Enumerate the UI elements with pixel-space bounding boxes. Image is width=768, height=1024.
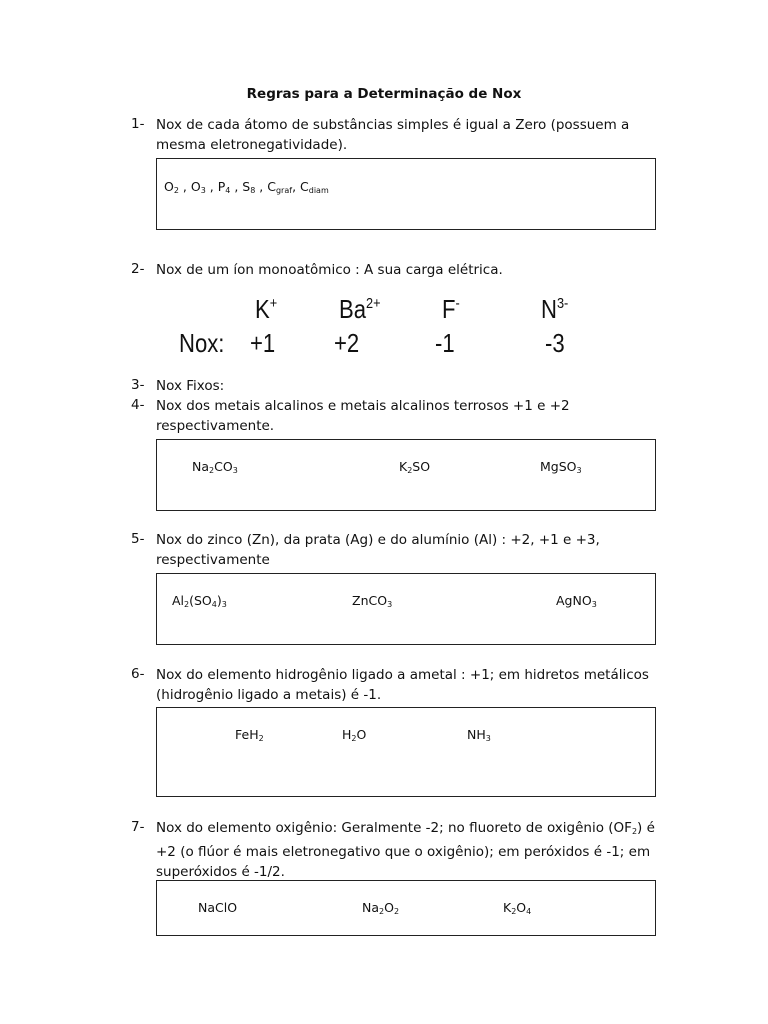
rule-7-example-box (156, 880, 656, 936)
rule-4-number: 4- (131, 397, 145, 413)
rule-5-example-box (156, 573, 656, 645)
rule-6-number: 6- (131, 666, 145, 682)
formula-agno3: AgNO$_3$ (556, 593, 597, 609)
rule-1-text: Nox de cada átomo de substâncias simples é igual a Zero (possuem a mesma eletronegatividade). (156, 117, 630, 153)
rule-5-text: Nox do zinco (Zn), da prata (Ag) e do alumínio (Al) : +2, +1 e +3, respectivamente (156, 532, 600, 568)
formula-h2o: $H_2O$ (342, 727, 367, 743)
formula-nh3: $NH_3$ (467, 727, 491, 743)
nox-label: Nox: (179, 328, 225, 358)
nox-ba: +2 (334, 328, 360, 358)
rule-4-text: Nox dos metais alcalinos e metais alcalinos terrosos +1 e +2 respectivamente. (156, 398, 570, 434)
formula-na2co3: $Na_2CO_3$ (192, 459, 238, 475)
ion-n: $N^{3-}$ (541, 294, 569, 324)
formula-k2so: $K_2SO$ (399, 459, 431, 475)
formula-feh2: FeH$_2$ (235, 727, 264, 743)
formula-naclo: NaClO (198, 900, 238, 915)
rule-7-text: Nox do elemento oxigênio: Geralmente -2; no fluoreto de oxigênio $(OF_2)$ é +2 (o flúor é mais eletronegativo que o oxigênio); em peróxidos é -1; em superóxidos é -1/2. (156, 820, 655, 880)
ion-nox-table (0, 290, 768, 360)
formula-mgso3: MgSO$_3$ (540, 459, 582, 475)
rule-6-text: Nox do elemento hidrogênio ligado a ametal : +1; em hidretos metálicos (hidrogênio ligado a metais) é -1. (156, 667, 649, 703)
rule-5-number: 5- (131, 531, 145, 547)
rule-2-text: Nox de um íon monoatômico : A sua carga elétrica. (156, 262, 503, 278)
page-title: Regras para a Determinação de Nox (246, 86, 522, 102)
formula-k2o4: $K_2O_4$ (503, 900, 532, 916)
rule-3-text: Nox Fixos: (156, 378, 225, 394)
nox-f: -1 (435, 328, 455, 358)
formula-al2so43: $Al_2(SO_4)_3$ (172, 593, 227, 609)
rule-3-number: 3- (131, 377, 145, 393)
formula-na2o2: $Na_2O_2$ (362, 900, 400, 916)
rule-1-number: 1- (131, 116, 145, 132)
nox-k: +1 (250, 328, 276, 358)
ion-ba: $Ba^{2+}$ (339, 294, 381, 324)
ion-k: K+ (255, 294, 278, 324)
rule-2-number: 2- (131, 261, 145, 277)
rule-1-example-box (156, 158, 656, 230)
nox-n: -3 (545, 328, 565, 358)
formula-znco3: ZnCO$_3$ (352, 593, 393, 609)
simple-substances-formulas: $O_2$ , $O_3$ , $P_4$ , $S_8$ , $C_{graf}$, $C_{diam}$ (164, 179, 329, 195)
ion-f: F- (442, 294, 460, 324)
rule-6-example-box (156, 707, 656, 797)
rule-7-number: 7- (131, 819, 145, 835)
rule-4-example-box (156, 439, 656, 511)
